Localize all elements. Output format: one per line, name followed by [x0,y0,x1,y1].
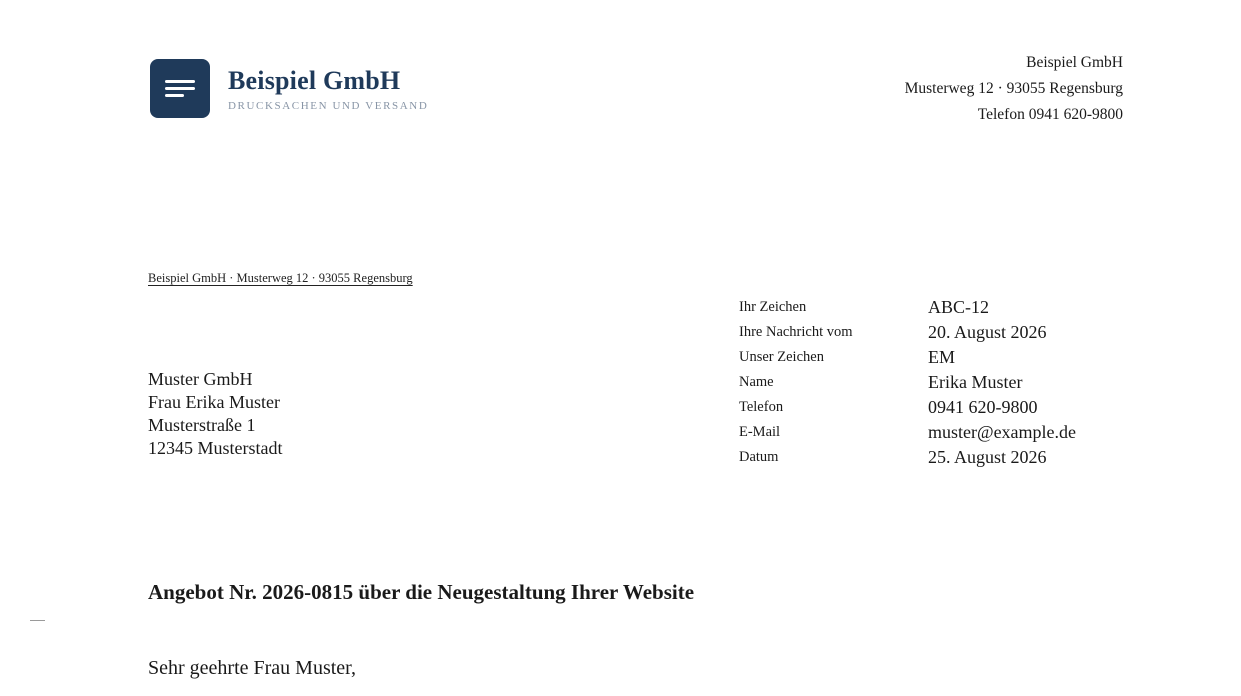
sender-address: Musterweg 12 · 93055 Regensburg [904,80,1123,97]
company-logo [150,59,428,118]
info-label: E-Mail [739,424,781,440]
info-label: Unser Zeichen [739,349,824,365]
info-label: Telefon [739,399,784,415]
subject-line: Angebot Nr. 2026-0815 über die Neugestaltung Ihrer Website [148,580,695,604]
recipient-address [148,368,283,460]
info-value: 25. August 2026 [928,447,1047,467]
recipient-company: Muster GmbH [148,369,253,389]
menu-lines-icon [150,59,210,118]
info-value: muster@example.de [928,422,1077,442]
info-value: 20. August 2026 [928,322,1047,342]
info-value: Erika Muster [928,372,1023,392]
fold-mark [30,620,45,621]
reference-info-table [739,295,1076,470]
info-value: ABC-12 [928,297,990,317]
info-label: Ihre Nachricht vom [739,324,853,340]
info-row [739,370,1076,395]
info-row [739,445,1076,470]
info-row [739,395,1076,420]
info-row [739,420,1076,445]
info-label: Name [739,374,774,390]
info-row [739,345,1076,370]
info-value: EM [928,347,955,367]
info-label: Datum [739,449,779,465]
recipient-street: Musterstraße 1 [148,415,256,435]
recipient-city: 12345 Musterstadt [148,438,283,458]
salutation: Sehr geehrte Frau Muster, [148,657,357,679]
recipient-person: Frau Erika Muster [148,392,280,412]
info-label: Ihr Zeichen [739,299,807,315]
company-name: Beispiel GmbH [228,66,401,95]
company-tagline: DRUCKSACHEN UND VERSAND [228,100,429,112]
sender-name: Beispiel GmbH [1026,54,1123,71]
return-address-line: Beispiel GmbH · Musterweg 12 · 93055 Regensburg [148,271,413,285]
sender-block [905,50,1123,128]
logo-text [228,66,428,113]
info-row [739,320,1076,345]
info-value: 0941 620-9800 [928,397,1038,417]
sender-phone: Telefon 0941 620-9800 [977,106,1123,123]
info-row [739,295,1076,320]
